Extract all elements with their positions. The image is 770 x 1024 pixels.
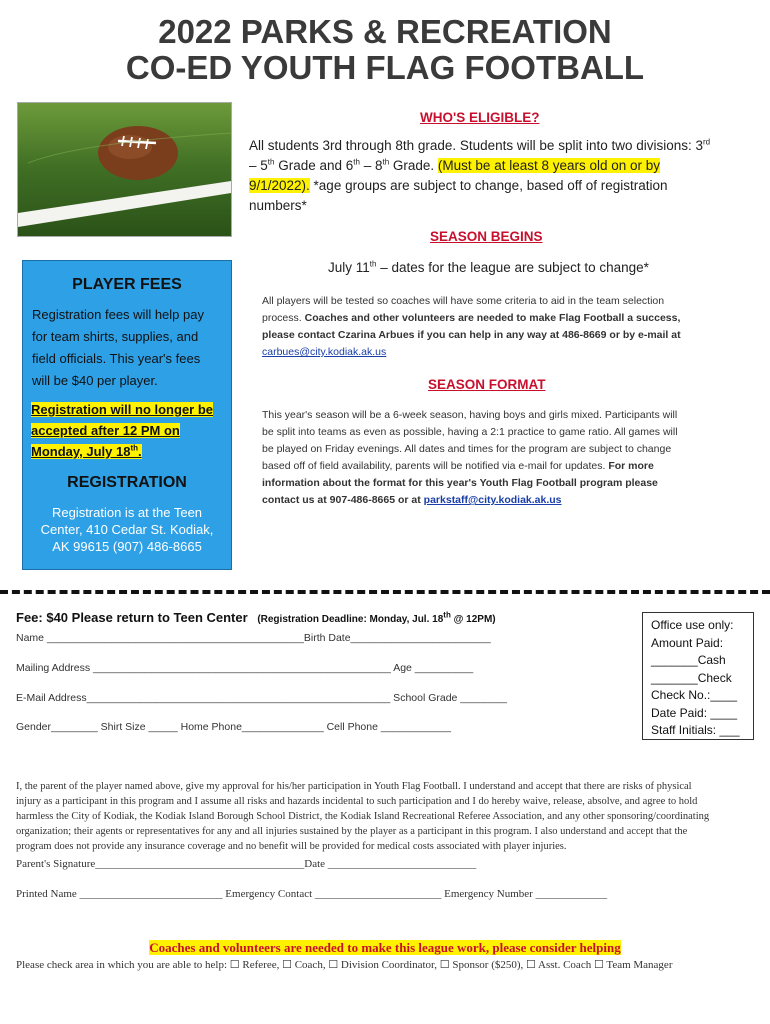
- title-line-1: 2022 PARKS & RECREATION: [158, 13, 612, 50]
- volunteer-options[interactable]: Please check area in which you are able to help: ☐ Referee, ☐ Coach, ☐ Division Coordinator, ☐ Sponsor ($250), ☐ Asst. Coach ☐ Team Manager: [16, 959, 673, 971]
- fees-registration-panel: [22, 260, 232, 570]
- season-start-date: July 11th – dates for the league are subject to change*: [328, 259, 649, 275]
- age-requirement-highlight: (Must be at least 8 years old on or by: [437, 158, 661, 173]
- registration-text: Registration is at the Teen Center, 410 Cedar St. Kodiak, AK 99615 (907) 486-8665: [40, 505, 214, 554]
- waiver-text: I, the parent of the player named above, give my approval for his/her participation in Youth Flag Football. I understand and accept that there are risks of physical injury as a participant in this program and I assume all risks and hazards incidental to such participation and I do hereby waive, release, absolve, and agree to hold harmless the City of Kodiak, the Kodiak Island Borough School District, the Kodiak Island Recreational Referee Association, and any other sponsoring/coordinating organization; their agents or representatives for any and all injuries sustained by the player as a participant in this program. I also understand and accept that the program does not provide any insurance coverage and no benefit will be provided for medical costs associated with player injuries.: [16, 781, 710, 852]
- eligible-text: All students 3rd through 8th grade. Students will be split into two divisions: 3rd – 5th Grade and 6th – 8th Grade. (Must be at least 8 years old on or by 9/1/2022). *age groups are subject to change, based off of registration numbers*: [249, 137, 711, 213]
- volunteers-heading: Coaches and volunteers are needed to make this league work, please consider helping: [149, 940, 621, 955]
- cut-line-divider: [0, 590, 770, 594]
- parkstaff-email-link[interactable]: parkstaff@city.kodiak.ak.us: [423, 494, 562, 506]
- printed-name-emergency-row[interactable]: Printed Name __________________________ Emergency Contact _______________________ Emergency Number _____________: [16, 888, 608, 900]
- football-photo: [17, 102, 232, 237]
- season-begins-text: All players will be tested so coaches will have some criteria to aid in the team selection process. Coaches and other volunteers are needed to make Flag Football a success, please contact Czarina Arbues if you can help in any way at 486-8669 or by e-mail at carbues@city.kodiak.ak.us: [262, 295, 681, 358]
- mailing-age-row[interactable]: Mailing Address ___________________________________________________ Age __________: [16, 662, 474, 674]
- season-format-heading: SEASON FORMAT: [428, 377, 546, 392]
- registration-deadline-notice: Registration will no longer be accepted after 12 PM on Monday, July 18th.: [31, 402, 214, 459]
- title-line-2: CO-ED YOUTH FLAG FOOTBALL: [125, 49, 645, 86]
- gender-phone-row[interactable]: Gender________ Shirt Size _____ Home Phone______________ Cell Phone ____________: [16, 721, 451, 733]
- season-format-text: This year's season will be a 6-week season, having boys and girls mixed. Participants will be split into teams as even as possible, having a 2:1 practice to game ratio. All games will be played on Friday evenings. All dates and times for the program are subject to change based off of field availability, parents will be notified via e-mail for updates. For more information about the format for this year's Youth Flag Football program please contact us at 907-486-8665 or at parkstaff@city.kodiak.ak.us: [262, 409, 678, 506]
- player-fees-text: Registration fees will help pay for team shirts, supplies, and field officials. This year's fees will be $40 per player.: [32, 307, 204, 388]
- player-fees-heading: PLAYER FEES: [72, 276, 182, 293]
- season-begins-heading: SEASON BEGINS: [430, 229, 543, 244]
- coordinator-email-link[interactable]: carbues@city.kodiak.ak.us: [262, 346, 387, 358]
- name-birthdate-row[interactable]: Name ____________________________________________Birth Date________________________: [16, 632, 491, 644]
- registration-heading: REGISTRATION: [67, 474, 187, 491]
- football-on-field-icon: [18, 103, 231, 236]
- eligible-heading: WHO'S ELIGIBLE?: [420, 110, 540, 125]
- fee-line: Fee: $40 Please return to Teen Center (Registration Deadline: Monday, Jul. 18th @ 12PM): [16, 610, 496, 625]
- office-use-box: Office use only: Amount Paid: _______Cash _______Check Check No.:____ Date Paid: ____ Staff Initials: ___: [642, 612, 754, 740]
- parent-signature-row[interactable]: Parent's Signature______________________________________Date ___________________________: [16, 858, 477, 870]
- email-grade-row[interactable]: E-Mail Address____________________________________________________ School Grade ________: [16, 692, 508, 704]
